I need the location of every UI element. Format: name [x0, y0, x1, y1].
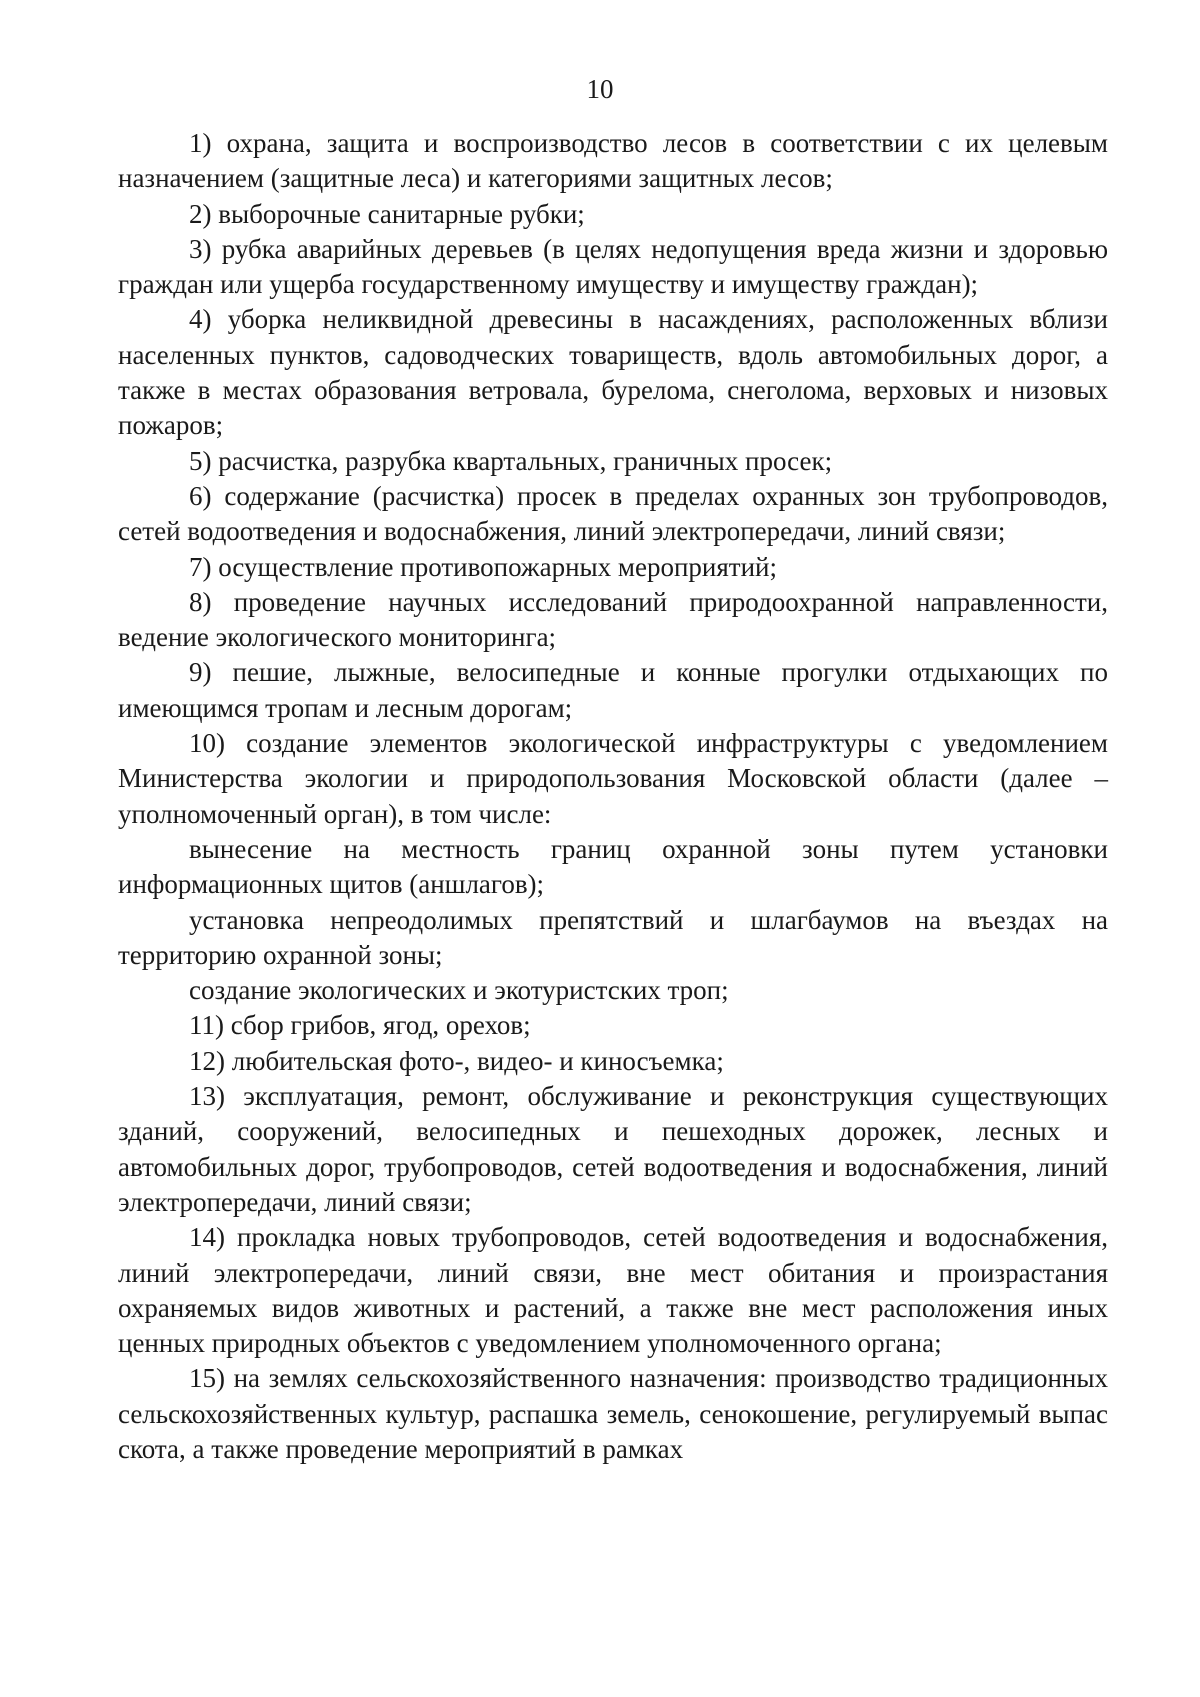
paragraph-10-item-1: вынесение на местность границ охранной зоны путем установки информационных щитов (аншлагов);: [118, 833, 1108, 900]
paragraph-11: 11) сбор грибов, ягод, орехов;: [189, 1010, 531, 1041]
paragraph-1: 1) охрана, защита и воспроизводство лесов в соответствии с их целевым назначением (защитные леса) и категориями защитных лесов;: [118, 128, 1108, 194]
paragraph-4: 4) уборка неликвидной древесины в насаждениях, расположенных вблизи населенных пунктов, садоводческих товариществ, вдоль автомобильных дорог, а также в местах образования ветровала, бурелома, снеголома, верховых и низовых пожаров;: [118, 304, 1108, 441]
paragraph-6: 6) содержание (расчистка) просек в пределах охранных зон трубопроводов, сетей водоотведения и водоснабжения, линий электропередачи, линий связи;: [118, 480, 1108, 547]
paragraph-10-item-2: установка непреодолимых препятствий и шлагбаумов на въездах на территорию охранной зоны;: [118, 904, 1108, 970]
paragraph-2: 2) выборочные санитарные рубки;: [189, 198, 585, 229]
paragraph-14: 14) прокладка новых трубопроводов, сетей водоотведения и водоснабжения, линий электропередачи, линий связи, вне мест обитания и произрастания охраняемых видов животных и растений, а также вне мест расположения иных ценных природных объектов с уведомлением уполномоченного органа;: [118, 1222, 1108, 1359]
paragraph-9: 9) пешие, лыжные, велосипедные и конные прогулки отдыхающих по имеющимся тропам и лесным дорогам;: [118, 657, 1108, 723]
paragraph-5: 5) расчистка, разрубка квартальных, граничных просек;: [189, 445, 833, 476]
page-number: 10: [586, 74, 614, 104]
paragraph-3: 3) рубка аварийных деревьев (в целях недопущения вреда жизни и здоровью граждан или ущерба государственному имуществу и имуществу граждан);: [118, 233, 1108, 300]
paragraph-7: 7) осуществление противопожарных мероприятий;: [189, 551, 778, 582]
paragraph-13: 13) эксплуатация, ремонт, обслуживание и реконструкция существующих зданий, сооружений, велосипедных и пешеходных дорожек, лесных и автомобильных дорог, трубопроводов, сетей водоотведения и водоснабжения, линий электропередачи, линий связи;: [118, 1081, 1108, 1217]
paragraph-15: 15) на землях сельскохозяйственного назначения: производство традиционных сельскохозяйственных культур, распашка земель, сенокошение, регулируемый выпас скота, а также проведение мероприятий в рамках: [118, 1363, 1108, 1464]
paragraph-8: 8) проведение научных исследований природоохранной направленности, ведение экологического мониторинга;: [118, 586, 1108, 653]
paragraph-10: 10) создание элементов экологической инфраструктуры с уведомлением Министерства экологии и природопользования Московской области (далее – уполномоченный орган), в том числе:: [118, 728, 1108, 829]
paragraph-10-item-3: создание экологических и экотуристских троп;: [189, 975, 729, 1006]
paragraph-12: 12) любительская фото-, видео- и киносъемка;: [189, 1045, 724, 1076]
document-body: [118, 126, 1108, 1467]
